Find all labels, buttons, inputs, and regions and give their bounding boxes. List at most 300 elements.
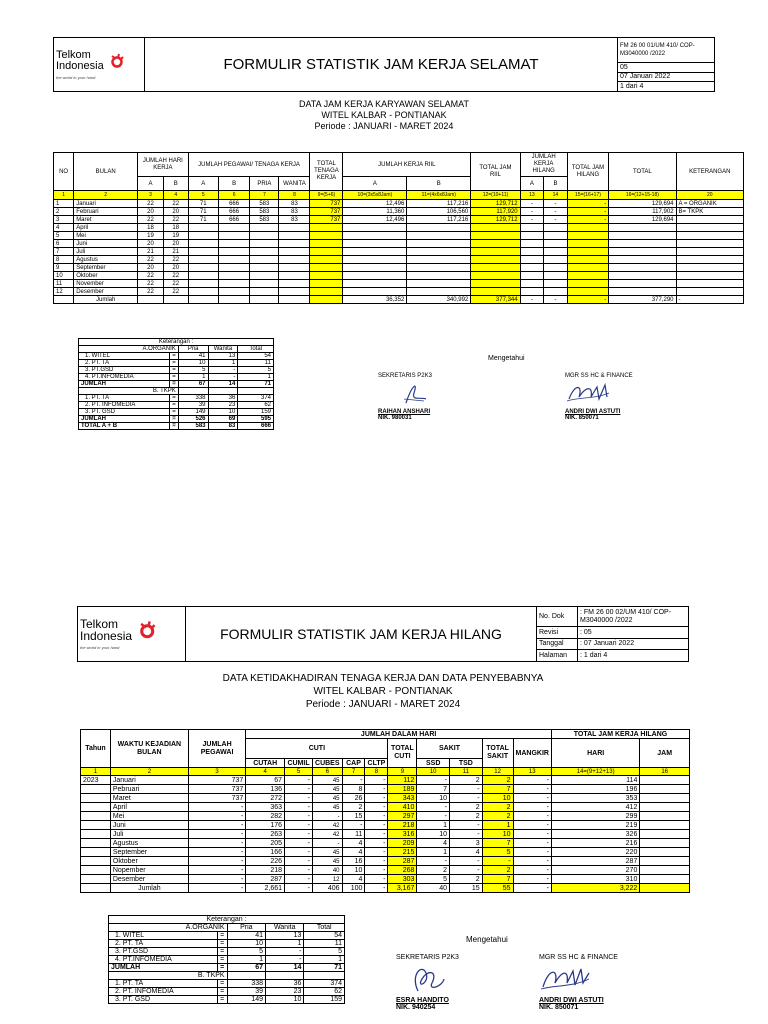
col-subheader: CLTP (365, 759, 388, 768)
table-cell: 18 (163, 224, 188, 232)
code-cell: 7 (342, 768, 365, 776)
table-cell: 40 (313, 866, 343, 875)
table-cell (279, 256, 310, 264)
ket-cell: - (208, 374, 238, 381)
mengetahui: Mengetahui (488, 355, 525, 362)
table-cell (544, 240, 568, 248)
table-cell: 4 (342, 875, 365, 884)
code-cell: 4 (163, 191, 188, 200)
table-cell (567, 240, 609, 248)
table-cell: 2 (450, 875, 483, 884)
table-cell: 2 (450, 803, 483, 812)
table-cell: 36,352 (343, 296, 407, 304)
table-cell: 129,694 (609, 200, 676, 208)
ket-jumlah (79, 381, 274, 388)
table-cell: - (285, 776, 313, 785)
left-signatory (378, 373, 432, 421)
table-cell: - (188, 839, 245, 848)
ket-cell: 39 (227, 988, 265, 996)
col-header: MANGKIR (513, 739, 551, 768)
form2-keterangan (108, 915, 345, 1004)
ket-cell: 3. PT. GSD (109, 996, 218, 1004)
table-cell: - (513, 830, 551, 839)
table-row (54, 288, 744, 296)
table-cell: 20 (138, 208, 164, 216)
table-cell: - (285, 812, 313, 821)
table-cell: 287 (388, 857, 417, 866)
table-cell (520, 280, 544, 288)
form1-table (53, 152, 744, 304)
form1-header (53, 37, 715, 92)
table-cell: 583 (250, 200, 279, 208)
table-cell: 9 (54, 264, 74, 272)
table-cell (676, 216, 743, 224)
table-cell: 22 (163, 256, 188, 264)
page-number: 1 dari 4 (618, 82, 715, 92)
subtitle-line: DATA JAM KERJA KARYAWAN SELAMAT (298, 99, 470, 109)
table-cell: 282 (246, 812, 285, 821)
ket-row (79, 353, 274, 360)
table-cell: 272 (246, 794, 285, 803)
table-cell: 3 (54, 216, 74, 224)
table-cell (567, 272, 609, 280)
table-cell: April (74, 224, 138, 232)
table-cell: - (567, 208, 609, 216)
ket-cell: 67 (178, 381, 208, 388)
table-cell: 22 (138, 272, 164, 280)
table-cell: 20 (163, 208, 188, 216)
table-cell (544, 280, 568, 288)
table-cell: - (188, 848, 245, 857)
ket-cell: 583 (178, 423, 208, 430)
ket-cell: 36 (208, 395, 238, 402)
meta-label: Halaman (537, 650, 578, 662)
right-signatory (539, 954, 618, 1011)
table-cell: 20 (138, 264, 164, 272)
table-cell (471, 232, 520, 240)
table-cell: 219 (552, 821, 640, 830)
table-row (54, 232, 744, 240)
table-cell (609, 232, 676, 240)
table-cell (471, 288, 520, 296)
revision: : 05 (578, 627, 689, 639)
table-cell: 22 (138, 256, 164, 264)
table-cell: - (567, 216, 609, 224)
table-row (81, 812, 690, 821)
table-cell (81, 839, 111, 848)
ket-cell: 149 (178, 409, 208, 416)
table-cell (609, 288, 676, 296)
table-cell: 3,167 (388, 884, 417, 893)
revision: 05 (618, 63, 715, 73)
table-cell: - (285, 875, 313, 884)
table-cell: - (188, 812, 245, 821)
signatory-role: MGR SS HC & FINANCE (539, 954, 618, 961)
col-header: BULAN (74, 153, 138, 191)
table-cell: 12 (54, 288, 74, 296)
table-cell: 406 (313, 884, 343, 893)
table-cell (676, 272, 743, 280)
table-row (54, 264, 744, 272)
table-cell (640, 857, 690, 866)
ket-cell: 23 (208, 402, 238, 409)
signatory-nik: NIK. 850071 (565, 415, 599, 421)
ket-cell: 1. PT. TA (109, 980, 218, 988)
col-header: TOTAL CUTI (388, 739, 417, 768)
table-cell: 2 (54, 208, 74, 216)
table-cell (343, 256, 407, 264)
table-cell: 6 (54, 240, 74, 248)
code-cell: 9=(5+6) (310, 191, 343, 200)
signature-icon (565, 379, 615, 407)
ket-cell: = (170, 395, 179, 402)
table-cell: 83 (279, 216, 310, 224)
table-cell (544, 264, 568, 272)
ket-cell: Total (304, 924, 345, 932)
code-cell: 8 (365, 768, 388, 776)
table-cell: - (513, 776, 551, 785)
ket-row (79, 360, 274, 367)
table-cell (609, 264, 676, 272)
table-cell (81, 812, 111, 821)
table-cell: - (342, 776, 365, 785)
table-cell: - (365, 866, 388, 875)
table-cell: - (544, 208, 568, 216)
ket-cell: 2. PT. TA (109, 940, 218, 948)
table-cell: - (188, 857, 245, 866)
table-cell: 117,920 (471, 208, 520, 216)
table-cell: 343 (388, 794, 417, 803)
code-cell: 9 (388, 768, 417, 776)
ket-cell: Wanita (208, 346, 238, 353)
table-cell (218, 248, 249, 256)
table-cell: 12,496 (343, 216, 407, 224)
ket-cell: = (170, 367, 179, 374)
table-cell (407, 256, 471, 264)
table-cell: 737 (188, 785, 245, 794)
table-cell: - (285, 866, 313, 875)
table-cell (188, 224, 218, 232)
table-cell: 2 (482, 803, 513, 812)
ket-cell: - (208, 367, 238, 374)
table-cell: 410 (388, 803, 417, 812)
table-cell (310, 240, 343, 248)
table-cell (188, 296, 218, 304)
table-cell (609, 280, 676, 288)
table-cell (640, 866, 690, 875)
table-cell: 299 (552, 812, 640, 821)
table-cell (163, 296, 188, 304)
table-cell: - (365, 884, 388, 893)
table-cell (544, 256, 568, 264)
table-cell (279, 240, 310, 248)
table-cell: 20 (138, 240, 164, 248)
ket-cell: Total (238, 346, 274, 353)
signature-icon (539, 961, 595, 995)
page-number: : 1 dari 4 (578, 650, 689, 662)
ket-cell: 14 (266, 964, 304, 972)
table-cell: - (313, 839, 343, 848)
col-header: JUMLAH KERJA RIIL (343, 153, 471, 177)
table-cell: Desember (74, 288, 138, 296)
table-cell: - (417, 812, 450, 821)
table-cell: 8 (342, 785, 365, 794)
table-cell: 3 (450, 839, 483, 848)
form2-logo (78, 607, 186, 662)
ket-cell: 11 (238, 360, 274, 367)
table-cell: - (285, 830, 313, 839)
table-cell: - (513, 857, 551, 866)
ket-row (79, 395, 274, 402)
table-cell (81, 821, 111, 830)
table-cell: 270 (552, 866, 640, 875)
code-cell: 2 (74, 191, 138, 200)
logo-tagline: the world in your hand (80, 645, 120, 650)
form2-title: FORMULIR STATISTIK JAM KERJA HILANG (186, 607, 537, 662)
table-cell: 71 (188, 200, 218, 208)
ket-cell: 41 (227, 932, 265, 940)
col-header: HARI (552, 739, 640, 768)
table-cell: 45 (313, 848, 343, 857)
code-cell: 13 (513, 768, 551, 776)
table-cell (81, 830, 111, 839)
table-cell: 263 (246, 830, 285, 839)
ket-cell: 1 (266, 940, 304, 948)
table-cell (609, 224, 676, 232)
subtitle-line: WITEL KALBAR - PONTIANAK (313, 686, 453, 697)
table-cell (640, 794, 690, 803)
table-cell (81, 848, 111, 857)
mengetahui: Mengetahui (466, 935, 508, 944)
table-cell: 737 (188, 794, 245, 803)
table-cell: 55 (482, 884, 513, 893)
table-cell: 1 (482, 821, 513, 830)
logo-text: Indonesia (56, 59, 104, 72)
table-cell: - (567, 200, 609, 208)
table-cell: - (365, 848, 388, 857)
table-cell (188, 280, 218, 288)
table-cell: 2 (450, 776, 483, 785)
table-cell: 737 (310, 208, 343, 216)
table-cell: - (285, 803, 313, 812)
table-cell: 218 (388, 821, 417, 830)
table-cell: 4 (417, 839, 450, 848)
table-cell: 117,216 (407, 200, 471, 208)
table-cell: Februari (74, 208, 138, 216)
form1-subtitle (53, 99, 715, 132)
table-cell (567, 288, 609, 296)
ket-cell: 13 (266, 932, 304, 940)
ket-row (79, 367, 274, 374)
table-cell: 666 (218, 208, 249, 216)
code-row (54, 191, 744, 200)
table-cell (81, 785, 111, 794)
table-cell (471, 240, 520, 248)
col-header: TOTAL TENAGA KERJA (310, 153, 343, 191)
code-cell: 10 (417, 768, 450, 776)
table-cell: 12 (313, 875, 343, 884)
ket-row (109, 988, 345, 996)
table-cell (609, 272, 676, 280)
table-cell (520, 248, 544, 256)
table-cell: 583 (250, 208, 279, 216)
table-cell (544, 232, 568, 240)
table-cell: 8 (54, 256, 74, 264)
table-cell: 71 (188, 216, 218, 224)
table-cell: - (313, 812, 343, 821)
table-cell (520, 272, 544, 280)
col-header: JUMLAH HARI KERJA (138, 153, 188, 177)
table-cell: 666 (218, 216, 249, 224)
ket-cell: 3. PT.GSD (79, 367, 170, 374)
table-cell: 114 (552, 776, 640, 785)
table-cell: - (285, 821, 313, 830)
table-cell (520, 288, 544, 296)
code-row (81, 768, 690, 776)
table-cell: Juli (110, 830, 188, 839)
table-cell: 129,694 (609, 216, 676, 224)
table-cell: 3,222 (552, 884, 640, 893)
table-cell (567, 256, 609, 264)
table-cell (218, 272, 249, 280)
code-cell: 2 (110, 768, 188, 776)
table-cell: - (365, 803, 388, 812)
table-cell (188, 232, 218, 240)
col-subheader: B (544, 177, 568, 191)
ket-cell: 5 (178, 367, 208, 374)
ket-row (79, 409, 274, 416)
ket-row (109, 940, 345, 948)
ket-cell: 2. PT. TA (79, 360, 170, 367)
signatory-role: SEKRETARIS P2K3 (396, 954, 459, 961)
ket-cell: B. TKPK (109, 972, 228, 980)
table-cell (218, 280, 249, 288)
table-cell (343, 280, 407, 288)
table-cell: Oktober (74, 272, 138, 280)
table-cell: - (520, 200, 544, 208)
table-row (54, 208, 744, 216)
col-header: JUMLAH KERJA HILANG (520, 153, 567, 177)
code-cell: 12 (482, 768, 513, 776)
table-cell: - (285, 839, 313, 848)
signatory-role: MGR SS HC & FINANCE (565, 373, 633, 379)
table-row (54, 248, 744, 256)
ket-cell: 10 (266, 996, 304, 1004)
table-cell (640, 848, 690, 857)
table-cell: Jumlah (110, 884, 188, 893)
table-cell: 22 (163, 216, 188, 224)
table-cell (279, 232, 310, 240)
table-cell: - (482, 857, 513, 866)
ket-cell: 54 (304, 932, 345, 940)
table-cell: - (567, 296, 609, 304)
signatory-nik: NIK. 850071 (539, 1004, 579, 1011)
signatory-name: ESRA HANDITO (396, 997, 449, 1004)
table-cell: - (513, 785, 551, 794)
table-cell: Nopember (110, 866, 188, 875)
table-cell (310, 296, 343, 304)
table-cell (310, 256, 343, 264)
code-cell: 6 (218, 191, 249, 200)
table-cell: 297 (388, 812, 417, 821)
meta-label: No. Dok (537, 607, 578, 627)
table-cell: April (110, 803, 188, 812)
table-cell (676, 256, 743, 264)
ket-cell: = (170, 416, 179, 423)
table-cell (81, 794, 111, 803)
ket-cell: = (217, 948, 227, 956)
ket-cell: 62 (238, 402, 274, 409)
table-cell: 4 (450, 848, 483, 857)
ket-cell: 374 (304, 980, 345, 988)
ket-cell: Pria (178, 346, 208, 353)
ket-cell: 83 (208, 423, 238, 430)
table-cell: September (110, 848, 188, 857)
table-cell: 666 (218, 200, 249, 208)
table-cell: - (513, 866, 551, 875)
ket-cell: TOTAL A + B (79, 423, 170, 430)
table-cell (279, 248, 310, 256)
table-cell: - (450, 830, 483, 839)
ket-cell: = (170, 360, 179, 367)
table-cell: - (450, 794, 483, 803)
col-header: JUMLAH DALAM HARI (246, 730, 552, 739)
ket-cell: 62 (304, 988, 345, 996)
col-subheader: B (163, 177, 188, 191)
table-cell (188, 288, 218, 296)
table-cell: - (365, 839, 388, 848)
table-cell: 287 (552, 857, 640, 866)
table-cell (407, 288, 471, 296)
col-subheader: A (343, 177, 407, 191)
ket-cell: 159 (304, 996, 345, 1004)
table-cell: - (188, 875, 245, 884)
ket-cell: 41 (178, 353, 208, 360)
table-cell (218, 232, 249, 240)
table-cell: Juli (74, 248, 138, 256)
ket-cell: 1. WITEL (79, 353, 170, 360)
col-header: TOTAL JAM HILANG (567, 153, 609, 191)
table-cell (640, 884, 690, 893)
left-signatory (396, 954, 459, 1011)
table-cell: 5 (417, 875, 450, 884)
ket-cell: 13 (208, 353, 238, 360)
table-cell: 45 (313, 857, 343, 866)
ket-cell (304, 972, 345, 980)
table-row (54, 216, 744, 224)
ket-row (79, 374, 274, 381)
ket-cell: 1 (238, 374, 274, 381)
table-cell: September (74, 264, 138, 272)
table-cell: - (188, 803, 245, 812)
table-cell: 412 (552, 803, 640, 812)
table-cell: A = ORGANIK (676, 200, 743, 208)
table-cell (250, 248, 279, 256)
table-cell: 2 (482, 776, 513, 785)
table-row (54, 224, 744, 232)
table-cell (279, 272, 310, 280)
code-cell: 11 (450, 768, 483, 776)
col-header: Tahun (81, 730, 111, 768)
table-cell: 209 (388, 839, 417, 848)
ket-cell: 39 (178, 402, 208, 409)
table-cell: 7 (54, 248, 74, 256)
table-cell: - (365, 776, 388, 785)
table-cell: - (342, 821, 365, 830)
table-cell: - (188, 830, 245, 839)
ket-cell: 2. PT. INFOMEDIA (79, 402, 170, 409)
table-cell: 340,992 (407, 296, 471, 304)
